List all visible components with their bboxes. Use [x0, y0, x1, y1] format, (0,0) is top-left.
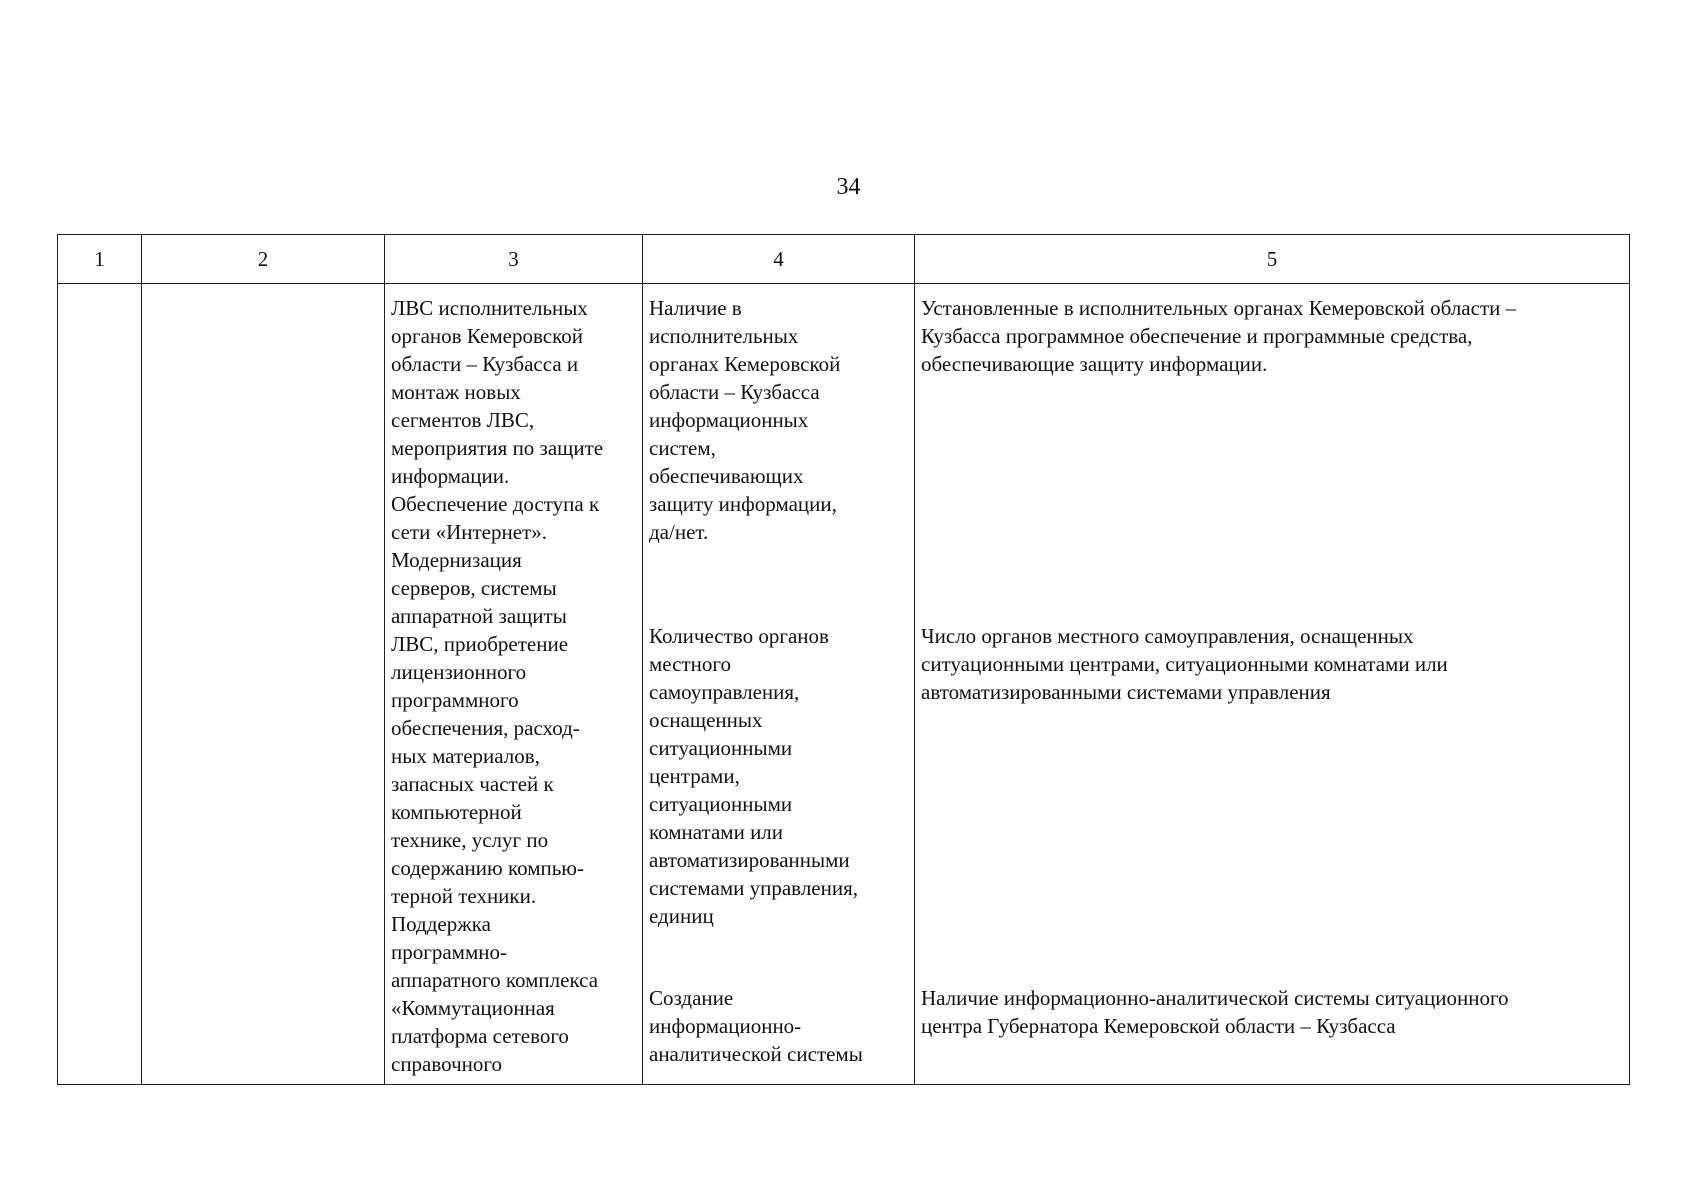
cell-col-1 — [58, 284, 142, 1085]
page-number: 34 — [836, 174, 861, 200]
indicator-name-2: Количество органов местного самоуправления, оснащенных ситуационными центрами, ситуационными комнатами или автоматизированными системами управления, единиц — [649, 624, 859, 928]
cell-col-5 — [915, 284, 1630, 1085]
cell-col-2 — [142, 284, 385, 1085]
header-row — [58, 235, 1630, 284]
header-col-5: 5 — [915, 235, 1630, 284]
activity-description: ЛВС исполнительных органов Кемеровской области – Кузбасса и монтаж новых сегментов ЛВС, мероприятия по защите информации. Обеспечение доступа к сети «Интернет». Модернизация серверов, системы аппаратной защиты ЛВС, приобретение лицензионного программного обеспечения, расход- ных материалов, запасных частей к компьютерной технике, услуг по содержанию компью- терной техники. Поддержка программно- аппаратного комплекса «Коммутационная платформа сетевого справочного — [391, 296, 604, 1076]
table-row — [58, 284, 1630, 1085]
indicator-description-1: Установленные в исполнительных органах Кемеровской области – Кузбасса программное обеспечение и программные средства, обеспечивающие защиту информации. — [921, 296, 1517, 376]
indicator-description-3: Наличие информационно-аналитической системы ситуационного центра Губернатора Кемеровской области – Кузбасса — [921, 986, 1509, 1038]
indicator-name-1: Наличие в исполнительных органах Кемеровской области – Кузбасса информационных систем, обеспечивающих защиту информации, да/нет. — [649, 296, 841, 544]
header-col-4: 4 — [643, 235, 915, 284]
header-col-2: 2 — [142, 235, 385, 284]
header-col-3: 3 — [385, 235, 643, 284]
cell-col-4 — [643, 284, 915, 1085]
indicator-name-3: Создание информационно- аналитической системы — [649, 986, 863, 1066]
cell-col-3 — [385, 284, 643, 1085]
header-col-1: 1 — [58, 235, 142, 284]
indicator-description-2: Число органов местного самоуправления, оснащенных ситуационными центрами, ситуационными комнатами или автоматизированными системами управления — [921, 624, 1448, 704]
data-table — [57, 234, 1630, 1085]
